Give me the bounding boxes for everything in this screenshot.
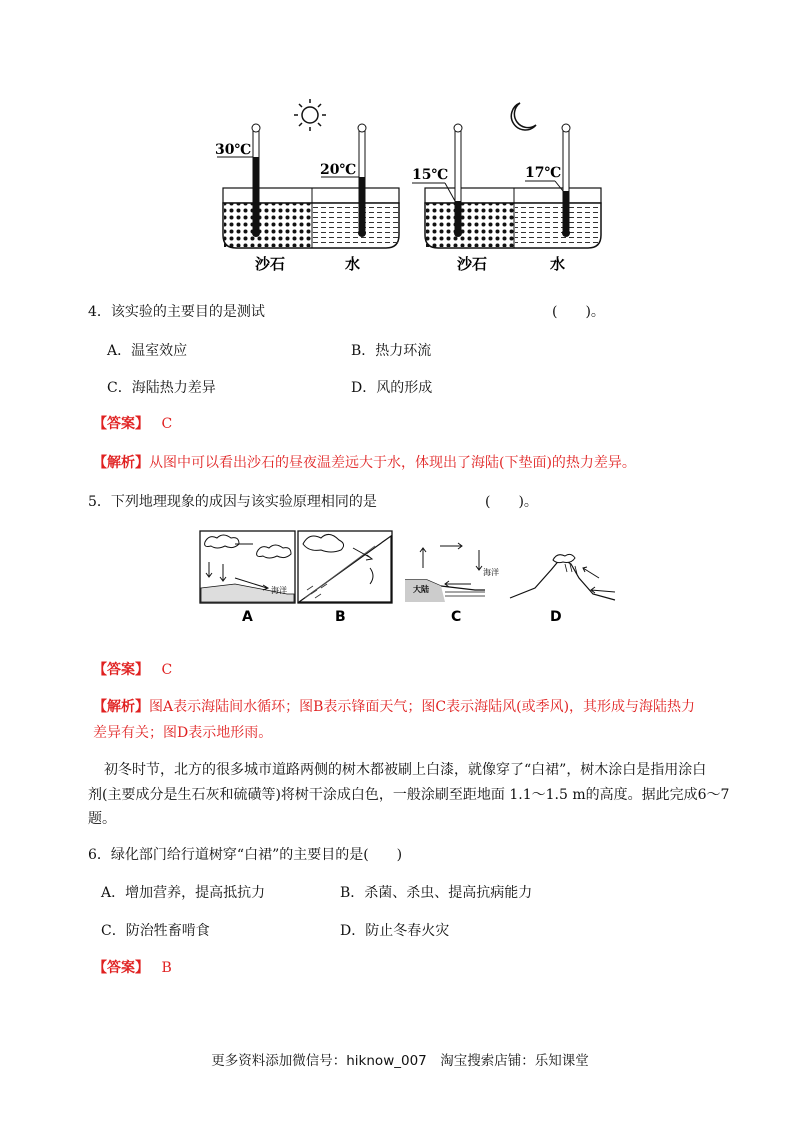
answer-value: C	[161, 662, 173, 678]
panel-c-land-sea-breeze	[405, 543, 499, 602]
q6-answer	[93, 958, 172, 978]
label-right-water: 水	[550, 255, 566, 273]
answer-value: B	[161, 960, 172, 976]
sun-icon	[294, 99, 326, 131]
page-footer: 更多资料添加微信号：hiknow_007 淘宝搜索店铺：乐知课堂	[211, 1053, 589, 1069]
moon-icon	[511, 103, 536, 130]
q5-analysis-line2: 差异有关；图D表示地形雨。	[93, 725, 273, 741]
analysis-text: 从图中可以看出沙石的昼夜温差远大于水，体现出了海陆(下垫面)的热力差异。	[149, 455, 636, 471]
figure-label-a: A	[242, 609, 253, 625]
analysis-tag: 【解析】	[93, 699, 149, 715]
q6-option-c: C．防治牲畜啃食	[101, 923, 210, 939]
analysis-text: 图A表示海陆间水循环；图B表示锋面天气；图C表示海陆风(或季风)，其形成与海陆热力	[149, 699, 696, 715]
q4-bracket: ( )。	[552, 304, 605, 320]
q5-answer	[93, 660, 172, 680]
q6-option-d: D．防止冬春火灾	[340, 923, 450, 939]
answer-tag: 【答案】	[93, 662, 149, 678]
label-right-sand: 沙石	[457, 255, 488, 273]
answer-value: C	[161, 416, 173, 432]
panel-c-sea-text: 海洋	[483, 568, 499, 577]
temp-right-water: 17℃	[525, 165, 562, 181]
label-left-water: 水	[345, 255, 361, 273]
panel-a-water-cycle	[200, 531, 295, 603]
q6-stem: 6．绿化部门给行道树穿“白裙”的主要目的是( )	[88, 847, 403, 863]
temp-left-water: 20℃	[320, 162, 357, 178]
panel-c-land-text: 大陆	[413, 584, 429, 594]
panel-d-orographic-rain	[510, 554, 615, 600]
q4-analysis	[93, 453, 636, 473]
panel-b-front	[298, 531, 392, 603]
q5-analysis-line1	[93, 697, 695, 717]
figure-label-d: D	[550, 609, 562, 625]
figure-label-c: C	[451, 609, 462, 625]
answer-tag: 【答案】	[93, 960, 149, 976]
panel-a-sea-text: 海洋	[271, 586, 287, 595]
q4-stem: 4．该实验的主要目的是测试	[88, 304, 265, 320]
q4-answer	[93, 414, 172, 434]
label-left-sand: 沙石	[255, 255, 286, 273]
q4-option-d: D．风的形成	[351, 380, 433, 396]
figure-label-b: B	[335, 609, 346, 625]
q5-stem: 5．下列地理现象的成因与该实验原理相同的是	[88, 494, 377, 510]
analysis-tag: 【解析】	[93, 455, 149, 471]
temp-left-sand: 30℃	[215, 142, 252, 158]
passage-line2: 剂(主要成分是生石灰和硫磺等)将树干涂成白色，一般涂刷至距地面 1.1～1.5 m的高度。据此完成6～7	[88, 787, 730, 803]
passage-line1: 初冬时节，北方的很多城市道路两侧的树木都被刷上白漆，就像穿了“白裙”，树木涂白是指用涂白	[104, 762, 707, 778]
q4-option-b: B．热力环流	[351, 343, 432, 359]
night-container	[412, 124, 601, 248]
phenomena-figure	[195, 528, 625, 628]
answer-tag: 【答案】	[93, 416, 149, 432]
q6-option-b: B．杀菌、杀虫、提高抗病能力	[340, 885, 533, 901]
passage-line3: 题。	[88, 811, 116, 827]
q4-option-a: A．温室效应	[107, 343, 188, 359]
q5-bracket: ( )。	[485, 494, 538, 510]
experiment-figure	[200, 95, 620, 275]
q4-option-c: C．海陆热力差异	[107, 380, 216, 396]
temp-right-sand: 15℃	[412, 167, 449, 183]
q6-option-a: A．增加营养，提高抵抗力	[101, 885, 266, 901]
